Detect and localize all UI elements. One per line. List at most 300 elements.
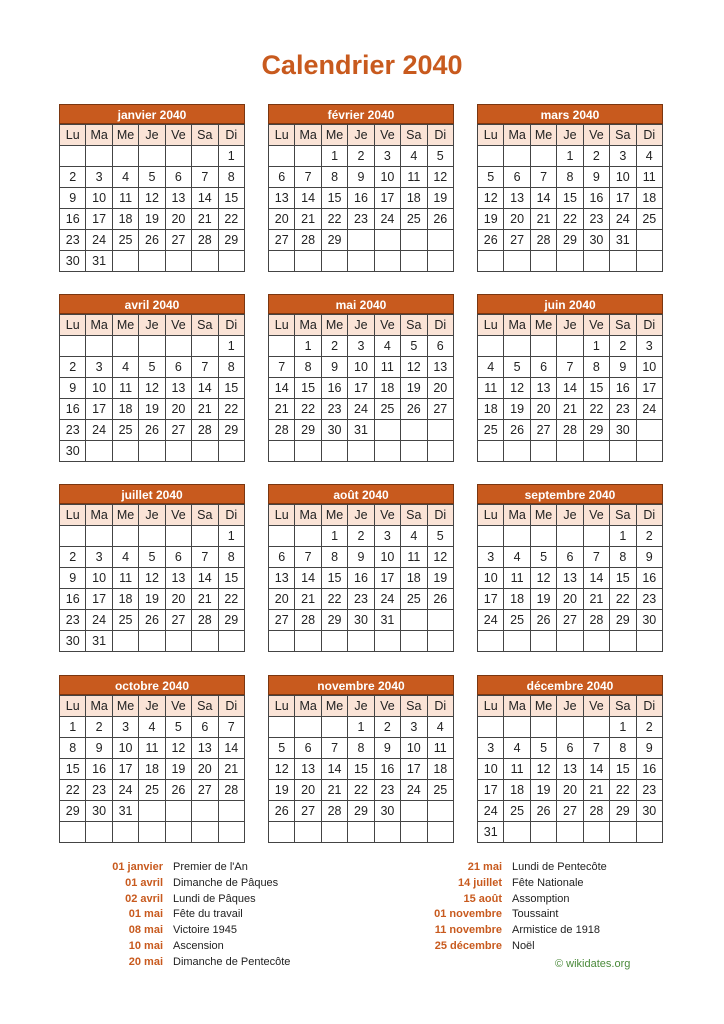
weekday-header: Di <box>427 505 453 526</box>
day-cell: 1 <box>348 717 374 738</box>
day-cell: 8 <box>610 547 636 568</box>
weekday-header: Ve <box>165 505 191 526</box>
day-cell: 24 <box>636 399 662 420</box>
day-cell: 1 <box>218 146 244 167</box>
day-cell: 23 <box>348 589 374 610</box>
day-cell: 19 <box>269 780 295 801</box>
day-cell: 30 <box>86 801 112 822</box>
month-calendar <box>268 294 454 462</box>
day-cell: 28 <box>557 420 583 441</box>
day-cell: 1 <box>60 717 86 738</box>
day-cell: 29 <box>218 610 244 631</box>
day-cell: 24 <box>401 780 427 801</box>
weekday-header: Sa <box>192 125 218 146</box>
day-cell: 3 <box>86 167 112 188</box>
day-cell <box>60 822 86 843</box>
day-cell: 16 <box>60 209 86 230</box>
day-cell: 26 <box>427 589 453 610</box>
month-calendar <box>268 104 454 272</box>
day-cell: 6 <box>165 357 191 378</box>
day-cell: 5 <box>478 167 504 188</box>
day-cell <box>165 822 191 843</box>
weekday-header: Me <box>530 125 556 146</box>
day-cell: 19 <box>427 568 453 589</box>
weekday-header: Je <box>348 125 374 146</box>
weekday-header: Lu <box>478 125 504 146</box>
weekday-header: Di <box>636 696 662 717</box>
day-cell <box>504 717 530 738</box>
day-cell: 6 <box>504 167 530 188</box>
day-cell: 15 <box>295 378 321 399</box>
day-cell: 16 <box>60 399 86 420</box>
day-cell: 12 <box>139 188 165 209</box>
day-cell: 26 <box>139 610 165 631</box>
day-cell: 30 <box>636 610 662 631</box>
holiday-row <box>410 907 607 923</box>
day-cell: 4 <box>504 738 530 759</box>
day-cell: 27 <box>504 230 530 251</box>
day-cell: 26 <box>427 209 453 230</box>
day-cell: 12 <box>427 547 453 568</box>
day-cell: 30 <box>636 801 662 822</box>
day-cell: 15 <box>218 188 244 209</box>
holiday-date: 21 mai <box>467 861 502 873</box>
day-cell: 16 <box>321 378 347 399</box>
day-cell: 12 <box>269 759 295 780</box>
day-cell: 30 <box>374 801 400 822</box>
weekday-header: Ma <box>295 315 321 336</box>
day-cell: 13 <box>165 188 191 209</box>
weekday-header: Lu <box>60 125 86 146</box>
day-cell: 2 <box>636 526 662 547</box>
day-cell: 19 <box>401 378 427 399</box>
day-cell: 23 <box>610 399 636 420</box>
day-cell <box>530 251 556 272</box>
day-cell: 4 <box>139 717 165 738</box>
day-cell <box>374 631 400 652</box>
day-cell: 27 <box>295 801 321 822</box>
day-cell: 23 <box>583 209 609 230</box>
day-cell: 12 <box>427 167 453 188</box>
day-cell: 31 <box>374 610 400 631</box>
day-cell: 14 <box>321 759 347 780</box>
day-cell: 30 <box>610 420 636 441</box>
day-cell: 19 <box>139 209 165 230</box>
day-cell: 15 <box>610 568 636 589</box>
day-cell: 3 <box>86 357 112 378</box>
weekday-header: Lu <box>269 505 295 526</box>
day-cell <box>269 717 295 738</box>
day-cell: 14 <box>192 568 218 589</box>
day-cell: 20 <box>557 589 583 610</box>
day-cell <box>139 526 165 547</box>
day-cell: 4 <box>112 357 138 378</box>
day-cell <box>557 336 583 357</box>
day-cell: 2 <box>610 336 636 357</box>
day-cell: 24 <box>86 420 112 441</box>
weekday-header: Di <box>427 125 453 146</box>
day-cell <box>192 146 218 167</box>
month-title: septembre 2040 <box>477 484 663 504</box>
day-cell: 1 <box>295 336 321 357</box>
day-cell: 11 <box>374 357 400 378</box>
day-cell: 26 <box>504 420 530 441</box>
weekday-header: Sa <box>401 696 427 717</box>
day-cell: 5 <box>139 547 165 568</box>
weekday-header: Me <box>112 696 138 717</box>
day-cell: 24 <box>478 801 504 822</box>
day-cell: 29 <box>321 610 347 631</box>
day-cell: 5 <box>269 738 295 759</box>
day-cell <box>269 336 295 357</box>
day-cell: 30 <box>321 420 347 441</box>
day-cell: 22 <box>348 780 374 801</box>
day-cell: 18 <box>374 378 400 399</box>
day-cell: 7 <box>583 738 609 759</box>
holiday-date: 02 avril <box>125 892 163 905</box>
day-cell <box>557 251 583 272</box>
holiday-name: Lundi de Pentecôte <box>512 861 607 873</box>
day-cell <box>374 441 400 462</box>
day-cell: 26 <box>139 420 165 441</box>
weekday-header: Je <box>348 696 374 717</box>
weekday-header: Sa <box>192 315 218 336</box>
day-cell: 11 <box>427 738 453 759</box>
day-cell <box>86 526 112 547</box>
day-cell: 23 <box>321 399 347 420</box>
day-cell <box>583 526 609 547</box>
day-cell: 8 <box>295 357 321 378</box>
day-cell <box>374 230 400 251</box>
day-cell: 3 <box>401 717 427 738</box>
day-cell: 13 <box>504 188 530 209</box>
day-cell: 8 <box>321 547 347 568</box>
day-cell: 14 <box>192 188 218 209</box>
day-cell: 28 <box>192 420 218 441</box>
day-cell <box>112 336 138 357</box>
weekday-header: Ma <box>295 125 321 146</box>
day-cell <box>295 631 321 652</box>
day-cell: 31 <box>86 251 112 272</box>
day-cell: 26 <box>530 801 556 822</box>
holiday-date: 14 juillet <box>457 876 502 889</box>
day-cell <box>478 441 504 462</box>
day-cell: 17 <box>86 209 112 230</box>
day-cell <box>269 822 295 843</box>
day-cell: 14 <box>295 188 321 209</box>
day-cell <box>374 251 400 272</box>
holiday-name: Fête du travail <box>173 908 243 921</box>
month-calendar <box>477 104 663 272</box>
day-cell: 16 <box>583 188 609 209</box>
day-cell <box>636 420 662 441</box>
day-cell: 22 <box>610 780 636 801</box>
day-cell: 27 <box>165 420 191 441</box>
weekday-header: Ma <box>504 696 530 717</box>
day-cell: 28 <box>583 801 609 822</box>
weekday-header: Je <box>557 125 583 146</box>
day-cell <box>401 631 427 652</box>
day-cell: 20 <box>504 209 530 230</box>
day-cell: 21 <box>530 209 556 230</box>
day-cell: 15 <box>218 378 244 399</box>
day-cell: 10 <box>374 167 400 188</box>
day-cell <box>269 441 295 462</box>
month-title: juin 2040 <box>477 294 663 314</box>
page-title: Calendrier 2040 <box>261 50 463 80</box>
day-cell <box>427 801 453 822</box>
weekday-header: Di <box>218 696 244 717</box>
day-cell: 31 <box>348 420 374 441</box>
holiday-row <box>95 876 290 892</box>
holiday-date: 01 mai <box>128 908 163 921</box>
day-cell: 7 <box>295 547 321 568</box>
day-cell <box>610 822 636 843</box>
day-cell: 2 <box>60 167 86 188</box>
day-cell <box>321 631 347 652</box>
day-cell: 19 <box>165 759 191 780</box>
day-cell <box>165 146 191 167</box>
day-cell: 24 <box>374 209 400 230</box>
day-cell: 1 <box>610 526 636 547</box>
day-cell <box>192 631 218 652</box>
day-cell <box>530 717 556 738</box>
month-calendar <box>268 675 454 843</box>
day-cell: 8 <box>218 167 244 188</box>
day-cell: 7 <box>192 167 218 188</box>
weekday-header: Di <box>218 505 244 526</box>
day-cell <box>427 230 453 251</box>
day-cell: 21 <box>557 399 583 420</box>
day-cell: 23 <box>374 780 400 801</box>
day-cell: 19 <box>530 780 556 801</box>
month-title: août 2040 <box>268 484 454 504</box>
day-cell <box>610 251 636 272</box>
month-title: décembre 2040 <box>477 675 663 695</box>
day-cell <box>165 801 191 822</box>
day-cell: 13 <box>427 357 453 378</box>
day-cell <box>478 717 504 738</box>
day-cell <box>478 631 504 652</box>
day-cell: 21 <box>295 589 321 610</box>
day-cell: 7 <box>269 357 295 378</box>
day-cell: 2 <box>60 547 86 568</box>
weekday-header: Je <box>139 505 165 526</box>
day-cell <box>321 717 347 738</box>
day-cell <box>192 251 218 272</box>
day-cell: 10 <box>478 568 504 589</box>
weekday-header: Ma <box>86 696 112 717</box>
day-cell: 10 <box>86 568 112 589</box>
day-cell: 28 <box>192 230 218 251</box>
day-cell <box>557 441 583 462</box>
day-cell: 16 <box>636 759 662 780</box>
day-cell: 20 <box>295 780 321 801</box>
day-cell: 11 <box>139 738 165 759</box>
day-cell <box>583 441 609 462</box>
weekday-header: Ma <box>86 505 112 526</box>
day-cell: 13 <box>192 738 218 759</box>
day-cell: 15 <box>218 568 244 589</box>
day-cell: 23 <box>636 780 662 801</box>
day-cell: 2 <box>374 717 400 738</box>
day-cell <box>401 251 427 272</box>
day-cell: 14 <box>583 568 609 589</box>
day-cell <box>348 251 374 272</box>
day-cell: 17 <box>374 188 400 209</box>
day-cell: 6 <box>427 336 453 357</box>
day-cell: 1 <box>321 526 347 547</box>
day-cell: 18 <box>401 568 427 589</box>
day-cell <box>478 146 504 167</box>
credit-link[interactable]: © wikidates.org <box>555 958 631 970</box>
day-cell: 14 <box>269 378 295 399</box>
day-cell <box>112 146 138 167</box>
day-cell: 25 <box>401 209 427 230</box>
weekday-header: Me <box>112 315 138 336</box>
weekday-header: Ve <box>374 696 400 717</box>
day-cell <box>165 631 191 652</box>
day-cell: 25 <box>504 610 530 631</box>
day-cell: 29 <box>557 230 583 251</box>
day-cell: 27 <box>557 610 583 631</box>
day-cell <box>321 441 347 462</box>
day-cell: 6 <box>557 738 583 759</box>
day-cell: 1 <box>321 146 347 167</box>
day-cell: 27 <box>530 420 556 441</box>
month-title: janvier 2040 <box>59 104 245 124</box>
day-cell: 21 <box>192 589 218 610</box>
day-cell: 20 <box>269 209 295 230</box>
day-cell: 22 <box>583 399 609 420</box>
day-cell <box>112 251 138 272</box>
day-cell: 22 <box>295 399 321 420</box>
day-cell: 2 <box>60 357 86 378</box>
day-cell: 17 <box>86 589 112 610</box>
day-cell: 13 <box>295 759 321 780</box>
month-title: octobre 2040 <box>59 675 245 695</box>
holiday-row <box>95 923 290 939</box>
day-cell: 11 <box>112 568 138 589</box>
holiday-date: 10 mai <box>128 939 163 952</box>
day-cell: 7 <box>218 717 244 738</box>
month-title: mars 2040 <box>477 104 663 124</box>
day-cell: 24 <box>348 399 374 420</box>
day-cell: 24 <box>610 209 636 230</box>
day-cell: 3 <box>112 717 138 738</box>
weekday-header: Lu <box>269 125 295 146</box>
day-cell: 1 <box>610 717 636 738</box>
day-cell: 22 <box>321 589 347 610</box>
day-cell: 5 <box>139 357 165 378</box>
day-cell: 27 <box>427 399 453 420</box>
weekday-header: Me <box>530 696 556 717</box>
month-calendar <box>59 484 245 652</box>
weekday-header: Di <box>427 315 453 336</box>
day-cell: 26 <box>139 230 165 251</box>
day-cell: 29 <box>348 801 374 822</box>
day-cell: 14 <box>530 188 556 209</box>
day-cell: 30 <box>348 610 374 631</box>
day-cell: 16 <box>86 759 112 780</box>
holiday-name: Premier de l'An <box>173 861 248 873</box>
day-cell: 22 <box>218 589 244 610</box>
holiday-row <box>410 939 607 955</box>
day-cell: 21 <box>192 399 218 420</box>
day-cell: 8 <box>218 357 244 378</box>
day-cell: 18 <box>504 589 530 610</box>
day-cell <box>139 801 165 822</box>
day-cell <box>218 822 244 843</box>
day-cell: 12 <box>139 568 165 589</box>
weekday-header: Lu <box>478 696 504 717</box>
day-cell: 25 <box>504 801 530 822</box>
weekday-header: Sa <box>192 696 218 717</box>
month-title: février 2040 <box>268 104 454 124</box>
day-cell: 10 <box>636 357 662 378</box>
day-cell: 9 <box>60 378 86 399</box>
day-cell <box>60 146 86 167</box>
day-cell <box>401 610 427 631</box>
weekday-header: Je <box>139 315 165 336</box>
day-cell <box>557 822 583 843</box>
holidays-left <box>95 860 290 971</box>
weekday-header: Je <box>557 696 583 717</box>
weekday-header: Ma <box>295 696 321 717</box>
weekday-header: Me <box>321 315 347 336</box>
day-cell: 11 <box>112 188 138 209</box>
day-cell: 15 <box>610 759 636 780</box>
day-cell: 20 <box>427 378 453 399</box>
day-cell: 28 <box>583 610 609 631</box>
day-cell: 22 <box>60 780 86 801</box>
day-cell: 22 <box>218 399 244 420</box>
day-cell: 29 <box>610 610 636 631</box>
day-cell: 13 <box>165 378 191 399</box>
weekday-header: Ma <box>504 505 530 526</box>
day-cell: 19 <box>139 399 165 420</box>
day-cell: 7 <box>557 357 583 378</box>
day-cell <box>636 822 662 843</box>
holiday-name: Fête Nationale <box>512 876 584 889</box>
weekday-header: Sa <box>401 125 427 146</box>
day-cell: 26 <box>401 399 427 420</box>
day-cell: 9 <box>583 167 609 188</box>
weekday-header: Je <box>348 315 374 336</box>
day-cell: 27 <box>557 801 583 822</box>
day-cell: 26 <box>269 801 295 822</box>
day-cell <box>192 441 218 462</box>
weekday-header: Je <box>139 696 165 717</box>
day-cell <box>86 146 112 167</box>
day-cell <box>401 822 427 843</box>
day-cell: 1 <box>557 146 583 167</box>
holiday-date: 01 janvier <box>112 861 163 873</box>
day-cell <box>112 631 138 652</box>
day-cell: 7 <box>530 167 556 188</box>
weekday-header: Lu <box>269 696 295 717</box>
day-cell: 25 <box>636 209 662 230</box>
day-cell: 12 <box>401 357 427 378</box>
holiday-name: Assomption <box>512 892 570 905</box>
holiday-row <box>410 892 607 908</box>
day-cell: 28 <box>295 610 321 631</box>
day-cell: 24 <box>86 610 112 631</box>
day-cell: 16 <box>348 188 374 209</box>
day-cell: 15 <box>321 568 347 589</box>
weekday-header: Di <box>636 505 662 526</box>
day-cell: 6 <box>557 547 583 568</box>
